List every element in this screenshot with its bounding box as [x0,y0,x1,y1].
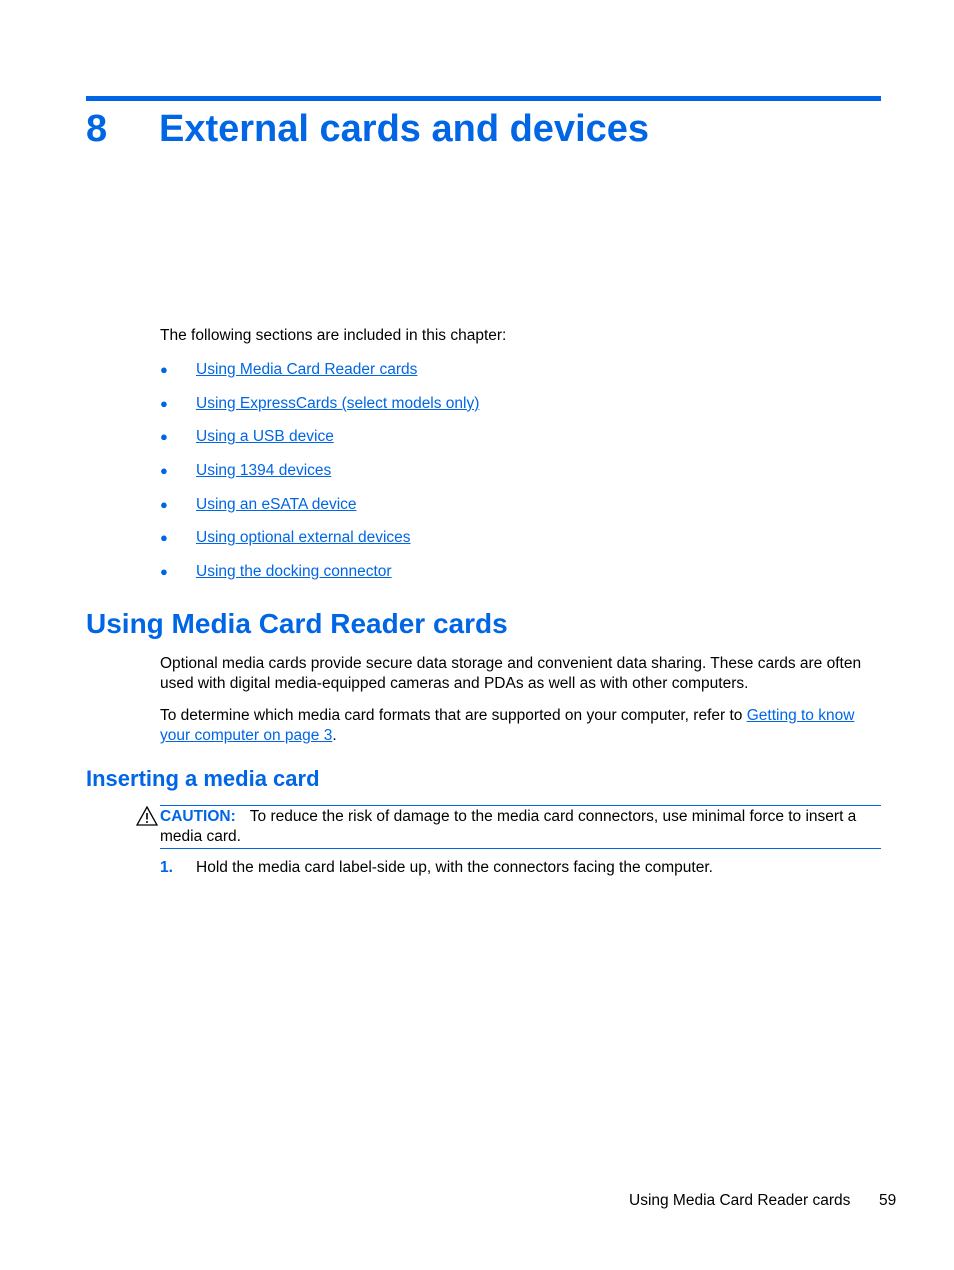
chapter-title: External cards and devices [159,108,650,150]
chapter-rule [86,96,881,101]
bullet-icon: ● [160,463,168,479]
para2-text-after: . [332,727,337,744]
toc-link-optional-external[interactable]: Using optional external devices [196,529,411,547]
subsection-heading: Inserting a media card [86,766,320,791]
section-paragraph-1: Optional media cards provide secure data storage and convenient data sharing. These cards are often used with digital media-equipped cameras and PDAs as well as with other computers. [160,655,862,692]
bullet-icon: ● [160,530,168,546]
toc-link-media-card-reader[interactable]: Using Media Card Reader cards [196,361,418,378]
page-number: 59 [879,1192,897,1209]
intro-text: The following sections are included in this chapter: [160,327,507,344]
bullet-icon: ● [160,429,168,445]
toc-link-esata[interactable]: Using an eSATA device [196,495,357,513]
step-text: Hold the media card label-side up, with the connectors facing the computer. [196,859,713,876]
toc-link-docking-connector[interactable]: Using the docking connector [196,563,392,581]
toc-link-1394[interactable]: Using 1394 devices [196,462,332,480]
section-paragraph-2 [160,706,885,746]
bullet-icon: ● [160,362,168,377]
caution-label: CAUTION: [160,808,236,825]
bullet-icon: ● [160,395,168,411]
footer-section-title: Using Media Card Reader cards [629,1192,851,1209]
caution-note [160,805,881,849]
chapter-number: 8 [86,108,108,150]
caution-text: To reduce the risk of damage to the media card connectors, use minimal force to insert a media card. [160,808,857,845]
bullet-icon: ● [160,496,168,512]
warning-triangle-icon [136,806,158,826]
step-number: 1. [160,859,173,876]
bullet-icon: ● [160,564,168,580]
section-heading: Using Media Card Reader cards [86,608,508,639]
toc-link-expresscards[interactable]: Using ExpressCards (select models only) [196,394,480,412]
para2-text-before: To determine which media card formats that are supported on your computer, refer to [160,707,747,724]
toc-link-usb[interactable]: Using a USB device [196,428,334,446]
getting-to-know-link[interactable]: Getting to know your computer on page 3 [160,707,855,744]
